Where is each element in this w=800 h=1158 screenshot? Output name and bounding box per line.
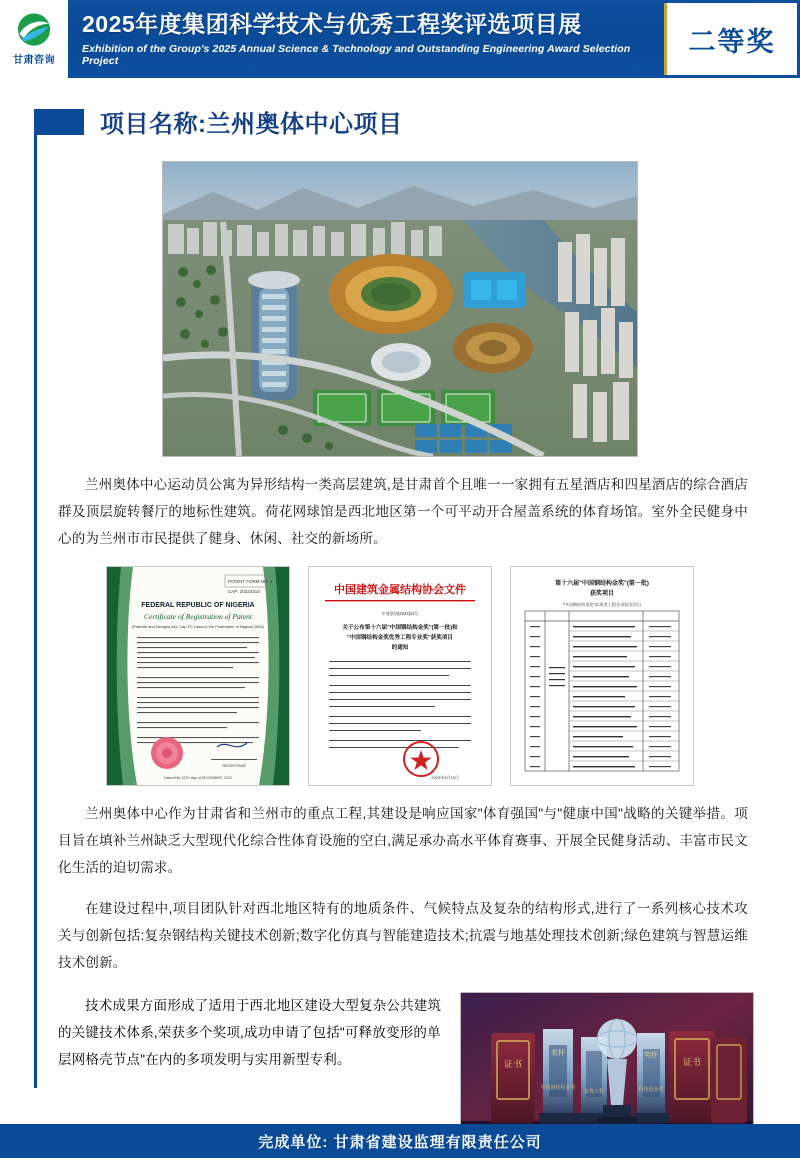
svg-text:中国钢结构金奖: 中国钢结构金奖 <box>540 1085 576 1091</box>
paragraph-2: 兰州奥体中心作为甘肃省和兰州市的重点工程,其建设是响应国家"体育强国"与"健康中国"战略的关键举措。项目旨在填补兰州缺乏大型现代化综合性体育设施的空白,满足承办高水平体育赛事、开展全民健身活动、丰富市民文化生活的迫切需求。 <box>58 806 748 875</box>
svg-text:REGISTRAR: REGISTRAR <box>222 763 246 768</box>
company-logo-text: 甘肃咨询 <box>13 55 55 66</box>
page-body <box>0 104 800 1158</box>
footer-text: 完成单位: 甘肃省建设监理有限责任公司 <box>258 1133 542 1151</box>
svg-text:优秀工程: 优秀工程 <box>583 1089 605 1095</box>
certificate-row <box>0 566 800 786</box>
award-badge <box>664 3 797 75</box>
svg-text:奖杯: 奖杯 <box>644 1052 658 1059</box>
certificate-award-list-table <box>510 566 694 786</box>
page-header <box>0 0 800 78</box>
swoosh-logo-icon <box>12 12 56 50</box>
svg-text:"中国钢结构金奖"标准类工程名录获奖项目: "中国钢结构金奖"标准类工程名录获奖项目 <box>562 602 642 607</box>
svg-text:Certificate of Registration of: Certificate of Registration of Patent <box>144 612 252 621</box>
svg-text:的通知: 的通知 <box>391 645 409 651</box>
header-title-en: Exhibition of the Group's 2025 Annual Science & Technology and Outstanding Engineering Award Selection Project <box>82 43 631 68</box>
paragraph-1: 兰州奥体中心运动员公寓为异形结构一类高层建筑,是甘肃首个且唯一一家拥有五星酒店和四星酒店的综合酒店群及顶层旋转餐厅的地标性建筑。荷花网球馆是西北地区第一个可平动开合屋盖系统的体育场馆。室外全民健身中心的为兰州市市民提供了健身、休闲、社交的新场所。 <box>58 477 748 546</box>
svg-text:获奖项目: 获奖项目 <box>589 591 615 597</box>
page-title: 项目名称:兰州奥体中心项目 <box>100 111 403 138</box>
content-block-2 <box>0 800 800 976</box>
svg-text:2023年6月15日: 2023年6月15日 <box>431 775 459 780</box>
svg-text:Dated this 13TH day of DECEMBE: Dated this 13TH day of DECEMBER, 2022 <box>163 776 233 780</box>
hero-image-wrap <box>0 161 800 457</box>
header-title-group <box>68 0 664 78</box>
hero-aerial-photo <box>162 161 638 457</box>
svg-text:(Patents and Designs Act, Cap: (Patents and Designs Act, Cap P2 Laws of the Federation of Nigeria 2004) <box>132 624 264 629</box>
svg-text:证书: 证书 <box>503 1059 523 1069</box>
left-vertical-rule <box>34 130 37 1088</box>
award-badge-label: 二等奖 <box>688 26 776 57</box>
svg-text:中建金协[2023]24号: 中建金协[2023]24号 <box>381 611 419 616</box>
svg-text:关于公布第十六届"中国钢结构金奖"(第一批)和: 关于公布第十六届"中国钢结构金奖"(第一批)和 <box>342 625 458 631</box>
certificate-nigeria-patent <box>106 566 290 786</box>
paragraph-3: 在建设过程中,项目团队针对西北地区特有的地质条件、气候特点及复杂的结构形式,进行了一系列核心技术攻关与创新包括:复杂钢结构关键技术创新;数字化仿真与智能建造技术;抗震与地基处理技术创新;绿色建筑与智慧运维技术创新。 <box>58 901 748 970</box>
page-footer <box>0 1124 800 1158</box>
header-title-cn: 2025年度集团科学技术与优秀工程奖评选项目展 <box>82 10 582 37</box>
svg-text:证书: 证书 <box>682 1057 702 1067</box>
svg-text:科技进步奖: 科技进步奖 <box>638 1087 664 1093</box>
content-block-1 <box>0 471 800 552</box>
svg-text:PATENT FORM NO. 4: PATENT FORM NO. 4 <box>228 579 273 584</box>
certificate-china-steel-document <box>308 566 492 786</box>
svg-text:奖杯: 奖杯 <box>551 1050 565 1057</box>
svg-text:中国建筑金属结构协会文件: 中国建筑金属结构协会文件 <box>334 584 466 596</box>
project-title-row <box>0 104 800 139</box>
title-accent-block <box>34 109 84 135</box>
pink-wax-seal <box>151 737 183 769</box>
svg-text:CAP: 20223314: CAP: 20223314 <box>228 589 260 594</box>
svg-text:"中国钢结构金奖优秀工程专业奖"获奖项目: "中国钢结构金奖优秀工程专业奖"获奖项目 <box>347 635 453 641</box>
paragraph-4-wrap <box>58 992 450 1073</box>
svg-text:第十六届"中国钢结构金奖"(第一批): 第十六届"中国钢结构金奖"(第一批) <box>555 581 649 587</box>
paragraph-4: 技术成果方面形成了适用于西北地区建设大型复杂公共建筑的关键技术体系,荣获多个奖项,成功申请了包括"可释放变形的单层网格壳节点"在内的多项发明与实用新型专利。 <box>58 998 442 1067</box>
company-logo <box>0 0 68 78</box>
svg-text:FEDERAL REPUBLIC OF NIGERIA: FEDERAL REPUBLIC OF NIGERIA <box>141 602 255 609</box>
